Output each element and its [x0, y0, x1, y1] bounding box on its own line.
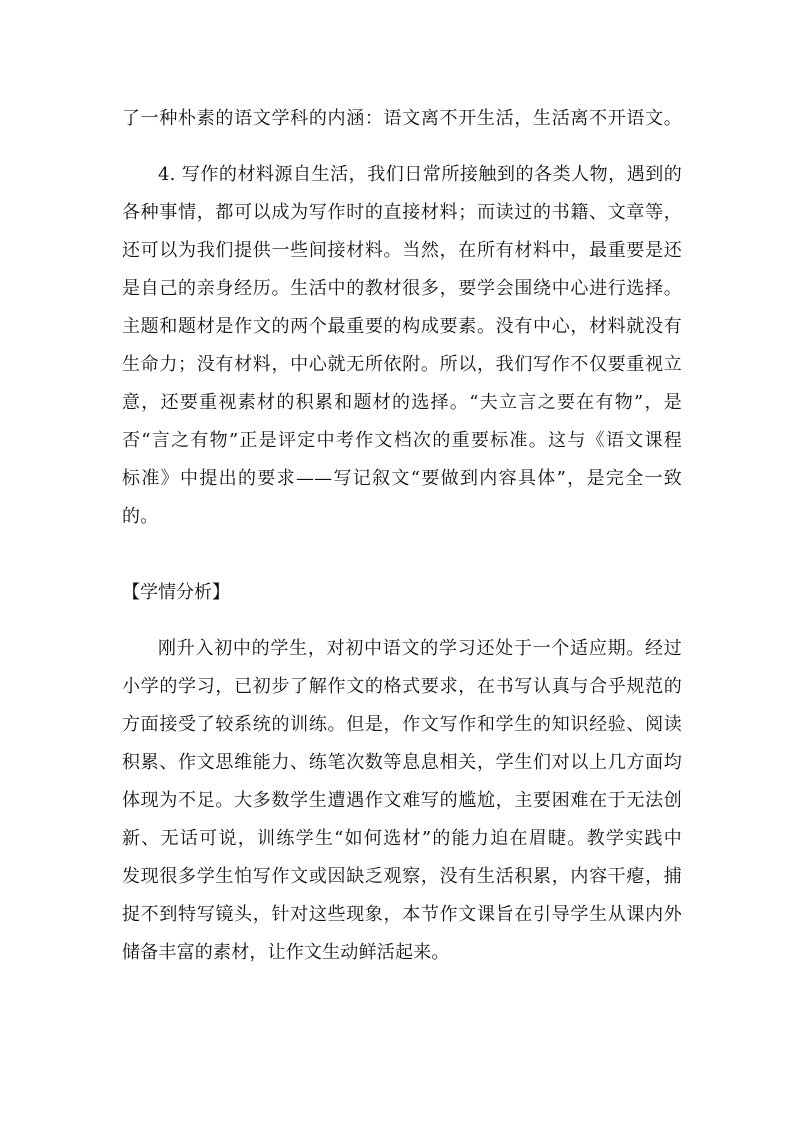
text-line: 标准》中提出的要求——写记叙文“要做到内容具体”，是完全一致 — [122, 468, 682, 489]
text-line: 发现很多学生怕写作文或因缺乏观察，没有生活积累，内容干瘪，捕 — [122, 866, 682, 887]
text-line: 体现为不足。大多数学生遭遇作文难写的尴尬，主要困难在于无法创 — [122, 790, 682, 811]
text-line: 新、无话可说，训练学生“如何选材”的能力迫在眉睫。教学实践中 — [122, 828, 682, 849]
text-line: 捉不到特写镜头，针对这些现象，本节作文课旨在引导学生从课内外 — [122, 904, 682, 925]
text-line: 主题和题材是作文的两个最重要的构成要素。没有中心，材料就没有 — [122, 316, 682, 337]
text-line: 生命力；没有材料，中心就无所依附。所以，我们写作不仅要重视立 — [122, 354, 682, 375]
text-line: 还可以为我们提供一些间接材料。当然，在所有材料中，最重要是还 — [122, 240, 682, 261]
text-line: 的。 — [122, 506, 159, 527]
text-line: 各种事情，都可以成为写作时的直接材料；而读过的书籍、文章等， — [122, 202, 682, 223]
text-line: 意，还要重视素材的积累和题材的选择。“夫立言之要在有物”，是 — [122, 392, 682, 413]
text-line: 4. 写作的材料源自生活，我们日常所接触到的各类人物，遇到的 — [158, 164, 682, 185]
text-line: 小学的学习，已初步了解作文的格式要求，在书写认真与合乎规范的 — [122, 676, 682, 697]
text-line: 了一种朴素的语文学科的内涵：语文离不开生活，生活离不开语文。 — [122, 108, 682, 129]
text-line: 是自己的亲身经历。生活中的教材很多，要学会围绕中心进行选择。 — [122, 278, 682, 299]
text-line: 否“言之有物”正是评定中考作文档次的重要标准。这与《语文课程 — [122, 430, 682, 451]
section-heading: 【学情分析】 — [122, 582, 230, 603]
text-line: 积累、作文思维能力、练笔次数等息息相关，学生们对以上几方面均 — [122, 752, 682, 773]
text-line: 刚升入初中的学生，对初中语文的学习还处于一个适应期。经过 — [158, 638, 682, 659]
text-line: 储备丰富的素材，让作文生动鲜活起来。 — [122, 942, 450, 963]
text-line: 方面接受了较系统的训练。但是，作文写作和学生的知识经验、阅读 — [122, 714, 682, 735]
